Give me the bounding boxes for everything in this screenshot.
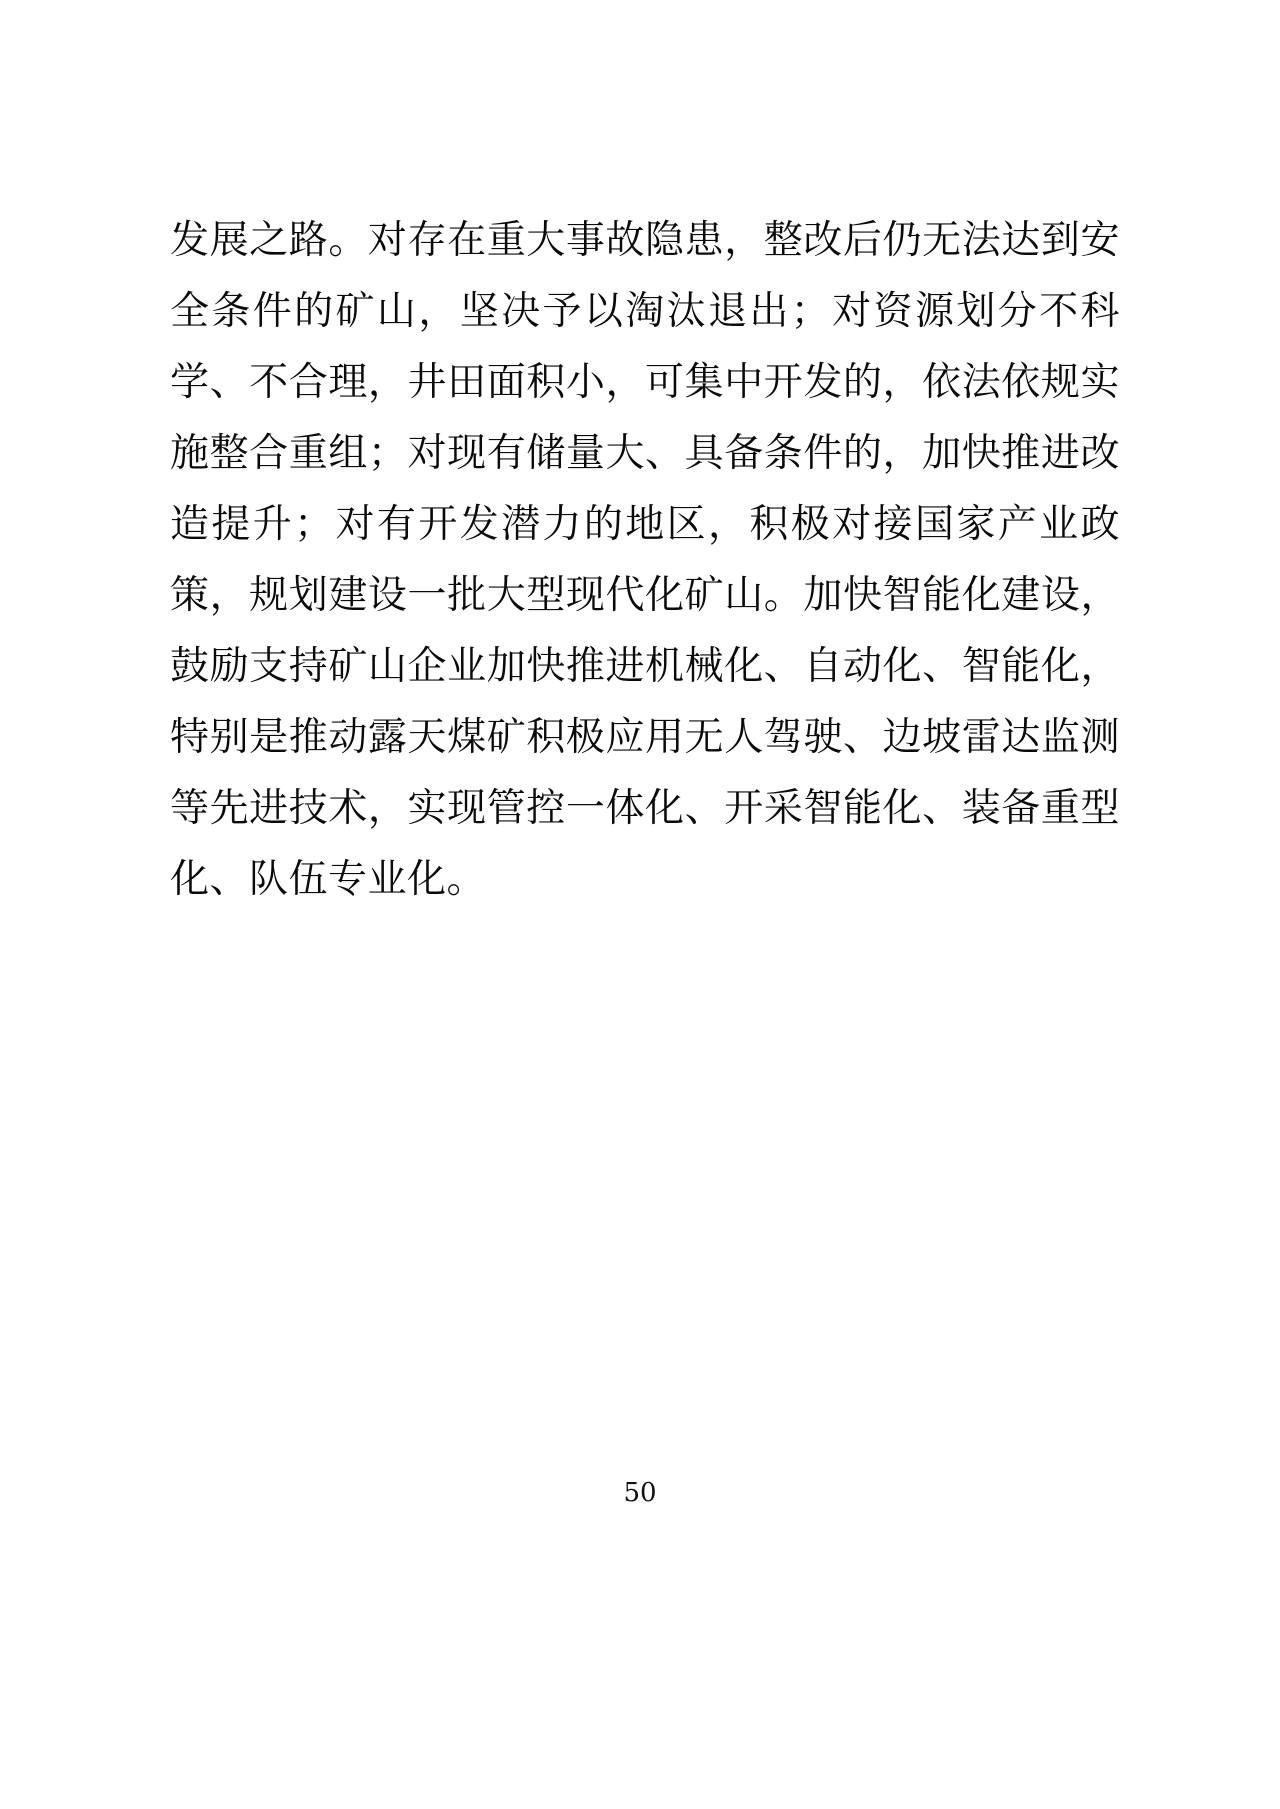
body-paragraph: 发展之路。对存在重大事故隐患，整改后仍无法达到安全条件的矿山，坚决予以淘汰退出；对资源划分不科学、不合理，井田面积小，可集中开发的，依法依规实施整合重组；对现有储量大、具备条件的，加快推进改造提升；对有开发潜力的地区，积极对接国家产业政策，规划建设一批大型现代化矿山。加快智能化建设，鼓励支持矿山企业加快推进机械化、自动化、智能化，特别是推动露天煤矿积极应用无人驾驶、边坡雷达监测等先进技术，实现管控一体化、开采智能化、装备重型化、队伍专业化。 [170,218,1120,902]
page-number: 50 [623,1478,657,1508]
